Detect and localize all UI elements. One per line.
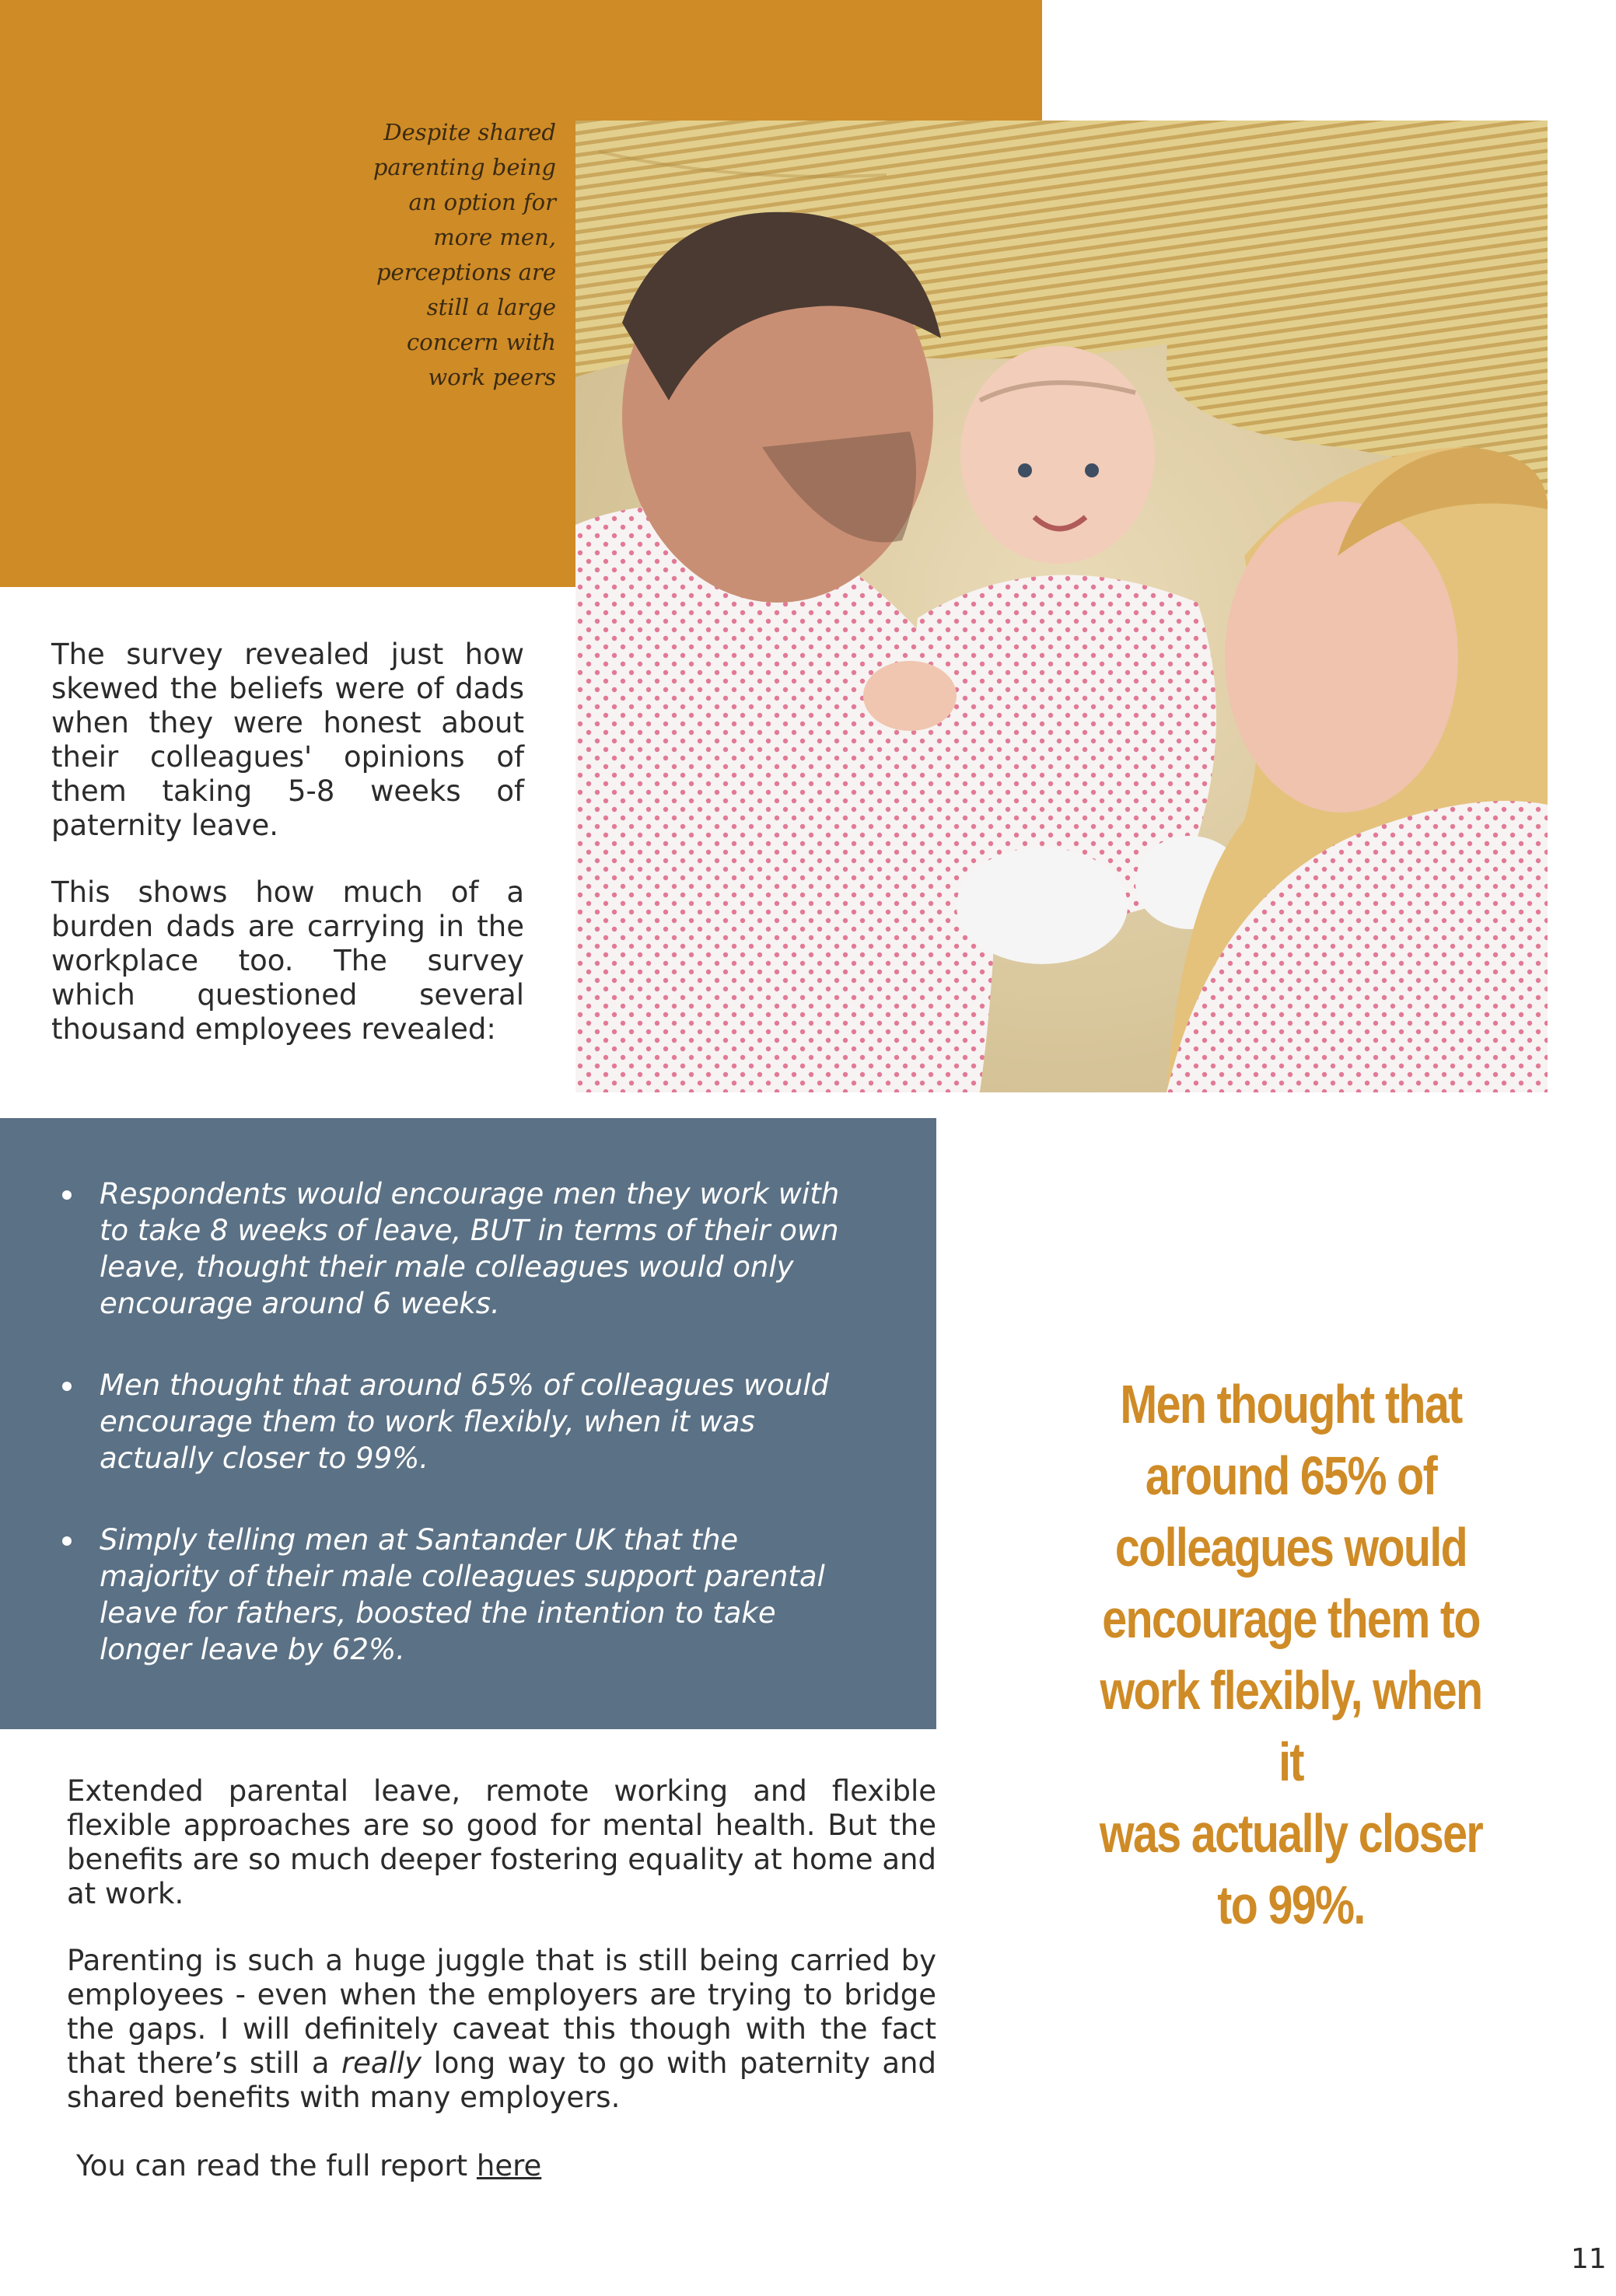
report-text: You can read the full report xyxy=(76,2149,477,2182)
pull-quote-line: encourage them to xyxy=(1102,1588,1480,1649)
report-line xyxy=(76,2149,541,2183)
family-photo-illustration xyxy=(575,121,1548,1092)
body-text-segment: long way to go with paternity and shared benefits with many employers. xyxy=(67,2046,936,2114)
findings-list xyxy=(56,1176,865,1713)
pull-quote-line: work flexibly, when it xyxy=(1100,1660,1482,1792)
pull-quote xyxy=(1087,1368,1495,1941)
intro-text xyxy=(51,638,524,1079)
emphasis-text: really xyxy=(341,2046,422,2080)
intro-paragraph: This shows how much of a burden dads are carrying in the workplace too. The survey which questioned several thousand employees revealed: xyxy=(51,875,524,1046)
body-text xyxy=(67,1774,936,2147)
image-caption xyxy=(342,115,556,395)
caption-line: parenting being xyxy=(373,154,556,180)
family-photo xyxy=(575,121,1548,1092)
caption-line: more men, xyxy=(433,224,556,250)
caption-line: still a large xyxy=(426,294,556,320)
page-number: 11 xyxy=(1571,2243,1607,2275)
caption-line: work peers xyxy=(428,364,556,390)
body-paragraph xyxy=(67,1944,936,2115)
finding-text: Simply telling men at Santander UK that the majority of their male colleagues support parental leave for fathers, boosted the intention to take longer leave by 62%. xyxy=(100,1523,825,1666)
body-text-segment: Parenting is such a huge juggle that is still being carried by employees - even when the employers are trying to bridge the gaps. I will definitely caveat this though with the fact that there’s still a xyxy=(67,1944,936,2080)
list-item xyxy=(56,1367,865,1476)
intro-paragraph: The survey revealed just how skewed the beliefs were of dads when they were honest about their colleagues' opinions of them taking 5-8 weeks of paternity leave. xyxy=(51,638,524,842)
body-paragraph: Extended parental leave, remote working and flexible flexible approaches are so good for mental health. But the benefits are so much deeper fostering equality at home and at work. xyxy=(67,1774,936,1910)
pull-quote-line: Men thought that xyxy=(1120,1374,1462,1435)
bullet-icon xyxy=(62,1536,72,1546)
caption-line: perceptions are xyxy=(376,259,556,285)
bullet-icon xyxy=(62,1190,72,1200)
finding-text: Men thought that around 65% of colleagues would encourage them to work flexibly, when it was actually closer to 99%. xyxy=(100,1368,829,1475)
caption-line: concern with xyxy=(407,329,556,355)
caption-line: Despite shared xyxy=(383,119,556,145)
bullet-icon xyxy=(62,1382,72,1391)
pull-quote-line: around 65% of xyxy=(1145,1445,1437,1506)
pull-quote-line: to 99%. xyxy=(1217,1875,1365,1935)
caption-line: an option for xyxy=(408,189,556,215)
list-item xyxy=(56,1522,865,1668)
pull-quote-line: was actually closer xyxy=(1099,1803,1483,1864)
report-link[interactable]: here xyxy=(476,2149,542,2182)
pull-quote-line: colleagues would xyxy=(1114,1517,1467,1578)
finding-text: Respondents would encourage men they work with to take 8 weeks of leave, BUT in terms of their own leave, thought their male colleagues would only encourage around 6 weeks. xyxy=(100,1177,840,1320)
list-item xyxy=(56,1176,865,1322)
